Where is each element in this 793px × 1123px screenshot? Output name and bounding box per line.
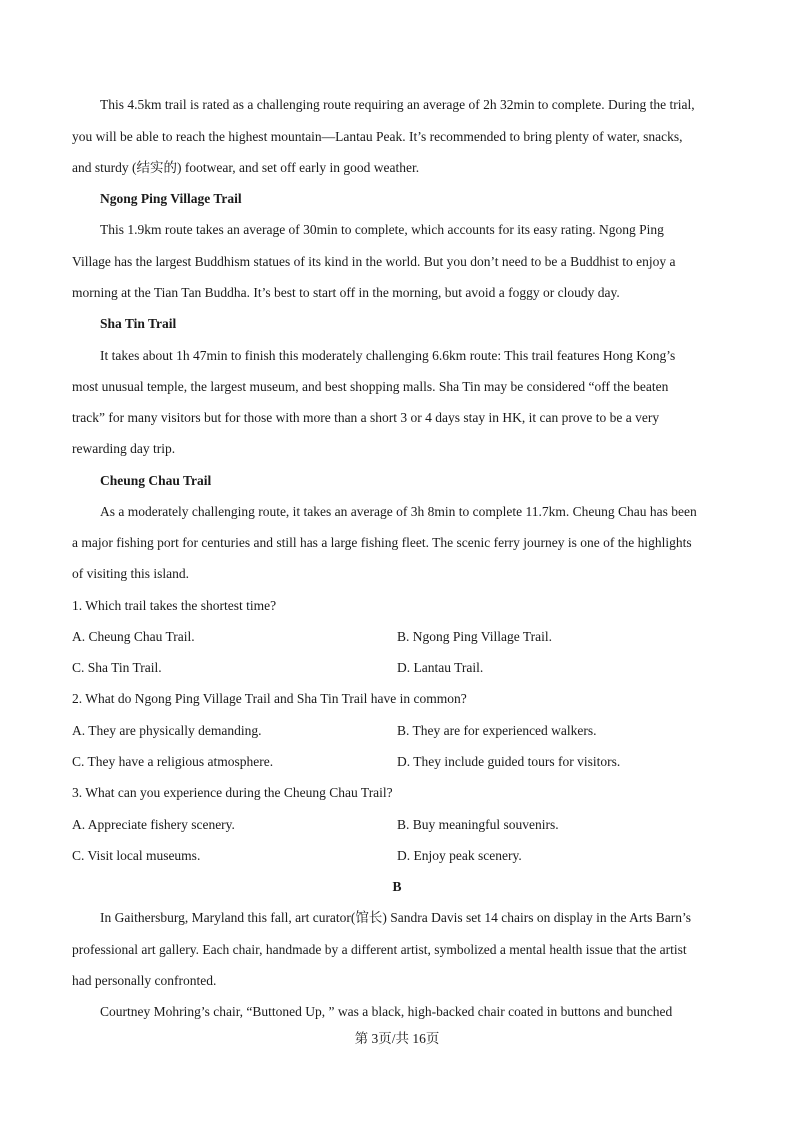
paragraph-line: a major fishing port for centuries and still has a large fishing fleet. The scenic ferry journey is one of the highlights bbox=[72, 535, 692, 550]
answer-option: C. They have a religious atmosphere. bbox=[72, 754, 274, 769]
passage-heading: B bbox=[392, 879, 402, 894]
section-heading: Cheung Chau Trail bbox=[100, 473, 212, 488]
paragraph-line: morning at the Tian Tan Buddha. It’s best to start off in the morning, but avoid a foggy or cloudy day. bbox=[72, 285, 620, 300]
paragraph-line: Village has the largest Buddhism statues of its kind in the world. But you don’t need to be a Buddhist to enjoy a bbox=[72, 254, 676, 269]
paragraph-line: of visiting this island. bbox=[72, 566, 190, 581]
question-stem: 3. What can you experience during the Cheung Chau Trail? bbox=[72, 785, 393, 800]
answer-option: D. They include guided tours for visitors. bbox=[397, 754, 621, 769]
document-page bbox=[72, 0, 722, 1123]
page-number-footer: 第 3页/共 16页 bbox=[354, 1031, 440, 1046]
answer-option: D. Enjoy peak scenery. bbox=[397, 848, 522, 863]
question-stem: 2. What do Ngong Ping Village Trail and Sha Tin Trail have in common? bbox=[72, 691, 467, 706]
paragraph-line: most unusual temple, the largest museum, and best shopping malls. Sha Tin may be considered “off the beaten bbox=[72, 379, 669, 394]
paragraph-line: As a moderately challenging route, it takes an average of 3h 8min to complete 11.7km. Cheung Chau has been bbox=[100, 504, 697, 519]
section-heading: Sha Tin Trail bbox=[100, 316, 177, 331]
paragraph-line: you will be able to reach the highest mountain—Lantau Peak. It’s recommended to bring plenty of water, snacks, bbox=[72, 129, 683, 144]
answer-option: A. They are physically demanding. bbox=[72, 723, 262, 738]
answer-option: A. Appreciate fishery scenery. bbox=[72, 817, 235, 832]
paragraph-line: rewarding day trip. bbox=[72, 441, 176, 456]
answer-option: C. Sha Tin Trail. bbox=[72, 660, 162, 675]
paragraph-line: It takes about 1h 47min to finish this moderately challenging 6.6km route: This trail features Hong Kong’s bbox=[100, 348, 676, 363]
section-heading: Ngong Ping Village Trail bbox=[100, 191, 242, 206]
answer-option: A. Cheung Chau Trail. bbox=[72, 629, 195, 644]
answer-option: B. Buy meaningful souvenirs. bbox=[397, 817, 559, 832]
paragraph-line: In Gaithersburg, Maryland this fall, art curator(馆长) Sandra Davis set 14 chairs on display in the Arts Barn’s bbox=[100, 910, 691, 925]
answer-option: B. Ngong Ping Village Trail. bbox=[397, 629, 552, 644]
paragraph-line: Courtney Mohring’s chair, “Buttoned Up, ” was a black, high-backed chair coated in buttons and bunched bbox=[100, 1004, 673, 1019]
answer-option: C. Visit local museums. bbox=[72, 848, 201, 863]
answer-option: B. They are for experienced walkers. bbox=[397, 723, 597, 738]
paragraph-line: and sturdy (结实的) footwear, and set off early in good weather. bbox=[72, 160, 420, 175]
paragraph-line: had personally confronted. bbox=[72, 973, 217, 988]
question-stem: 1. Which trail takes the shortest time? bbox=[72, 598, 277, 613]
answer-option: D. Lantau Trail. bbox=[397, 660, 484, 675]
paragraph-line: track” for many visitors but for those with more than a short 3 or 4 days stay in HK, it can prove to be a very bbox=[72, 410, 660, 425]
paragraph-line: professional art gallery. Each chair, handmade by a different artist, symbolized a mental health issue that the artist bbox=[72, 942, 687, 957]
paragraph-line: This 1.9km route takes an average of 30min to complete, which accounts for its easy rating. Ngong Ping bbox=[100, 222, 664, 237]
paragraph-line: This 4.5km trail is rated as a challenging route requiring an average of 2h 32min to complete. During the trial, bbox=[100, 97, 695, 112]
